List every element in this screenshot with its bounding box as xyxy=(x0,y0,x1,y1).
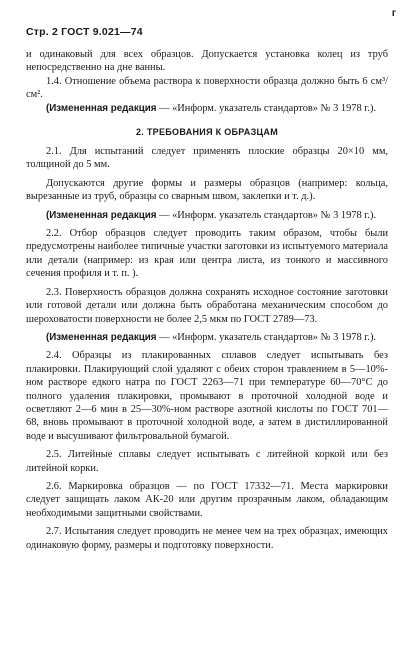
amendment-note-2 xyxy=(26,209,388,222)
amendment-note-1 xyxy=(26,102,388,115)
paragraph-2-5: 2.5. Литейные сплавы следует испытывать с литейной коркой или без литейной корки. xyxy=(26,449,388,474)
paragraph-2-4: 2.4. Образцы из плакированных сплавов следует испытывать без плакировки. Плакирующий слой удаляют с обеих сторон травлением в 5—10%-ном растворе едкого натра по ГОСТ 2263—71 при температуре 60—70°С до полного удаления плакировки, промывают в проточной холодной воде и осветляют 2—6 мин в 25—30%-ном растворе азотной кислоты по ГОСТ 701—68, вновь промывают в проточной холодной воде, а затем в дистиллированной воде и высушивают фильтровальной бумагой. xyxy=(26,350,388,442)
paragraph-2-7: 2.7. Испытания следует проводить не менее чем на трех образцах, имеющих одинаковую форму, размеры и подготовку поверхности. xyxy=(26,526,388,551)
corner-mark: г xyxy=(391,8,396,19)
paragraph-2-6: 2.6. Маркировка образцов — по ГОСТ 17332—71. Места маркировки следует защищать лаком АК-20 или другим прозрачным лаком, обладающим необходимыми защитными свойствами. xyxy=(26,480,388,519)
amendment-note-3 xyxy=(26,331,388,344)
amendment-label: (Измененная редакция xyxy=(46,209,157,221)
paragraph-2-2: 2.2. Отбор образцов следует проводить таким образом, чтобы были предусмотрены наиболее типичные участки заготовки из испытуемого материала или детали (например: из края или центра листа, из тонкого и массивного сечения профиля и т. п. ). xyxy=(26,228,388,280)
amendment-label: (Измененная редакция xyxy=(46,331,157,343)
paragraph-2-1: 2.1. Для испытаний следует применять плоские образцы 20×10 мм, толщиной до 5 мм. xyxy=(26,146,388,171)
paragraph-2-1-forms: Допускаются другие формы и размеры образцов (например: кольца, вырезанные из труб, образцы со сварным швом, заклепки и т. д.). xyxy=(26,177,388,203)
amendment-text: — «Информ. указатель стандартов» № 3 1978 г.). xyxy=(156,102,377,114)
paragraph-1-4: 1.4. Отношение объема раствора к поверхности образца должно быть 6 см³/см². xyxy=(26,75,388,101)
amendment-label: (Измененная редакция xyxy=(46,102,157,114)
amendment-text: — «Информ. указатель стандартов» № 3 1978 г.). xyxy=(156,331,377,343)
section-title: 2. ТРЕБОВАНИЯ К ОБРАЗЦАМ xyxy=(135,127,279,138)
paragraph-2-3: 2.3. Поверхность образцов должна сохранять исходное состояние заготовки или готовой детали или должна быть обработана механическим способом до шероховатости поверхности не более 2,5 мкм по ГОСТ 2789—73. xyxy=(26,286,388,325)
paragraph-continuation: и одинаковый для всех образцов. Допускается установка колец из труб непосредственно на дне ванны. xyxy=(26,49,388,74)
amendment-text: — «Информ. указатель стандартов» № 3 1978 г.). xyxy=(156,209,377,221)
page-header: Стр. 2 ГОСТ 9.021—74 xyxy=(26,26,143,38)
